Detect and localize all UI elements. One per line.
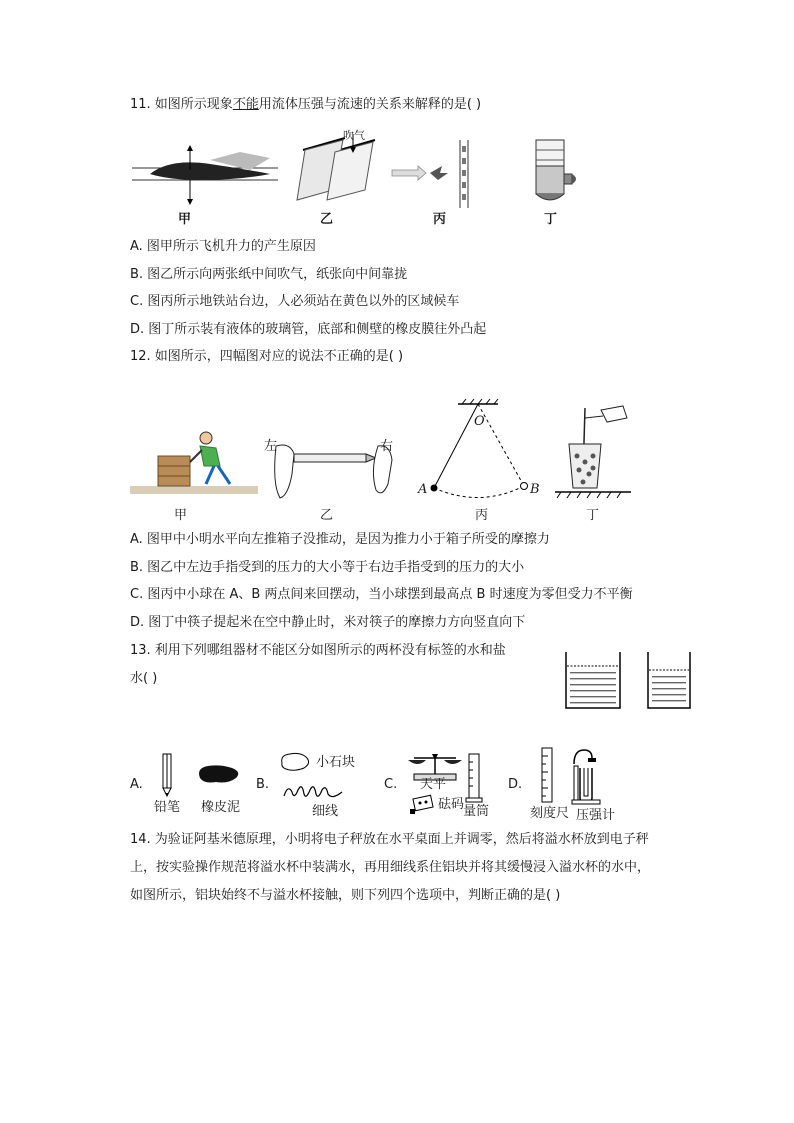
thread-icon — [282, 782, 344, 802]
q13-option-c-letter: C. — [384, 777, 398, 792]
q11-fig-wing — [130, 140, 280, 210]
q12-point-a — [418, 482, 427, 498]
pressure-gauge-icon — [566, 744, 606, 806]
q12-fig-label-ding: 丁 — [586, 508, 600, 523]
q13-option-d-letter: D. — [508, 777, 523, 792]
q12-point-b — [530, 482, 540, 498]
q12-option-a: A. 图甲中小明水平向左推箱子没推动，是因为推力小于箱子所受的摩擦力 — [130, 532, 550, 547]
q12-point-o-text: O — [474, 414, 485, 429]
q11-fig-label-jia: 甲 — [178, 212, 192, 227]
q12-fig-label-bing: 丙 — [475, 508, 489, 523]
q13-fig-two-beakers — [562, 650, 694, 712]
q13-label-weights: 砝码 — [438, 797, 465, 812]
q11-stem-underline: 不能 — [232, 97, 259, 112]
q12-option-d: D. 图丁中筷子提起米在空中静止时，米对筷子的摩擦力方向竖直向下 — [130, 615, 526, 630]
q13-label-gauge: 压强计 — [576, 808, 616, 823]
q12-option-b: B. 图乙中左边手指受到的压力的大小等于右边手指受到的压力的大小 — [130, 560, 525, 575]
q13-stem-line1: 13. 利用下列哪组器材不能区分如图所示的两杯没有标签的水和盐 — [130, 643, 506, 658]
q11-fig-label-ding: 丁 — [544, 212, 558, 227]
q11-fig-label-bing: 丙 — [433, 212, 447, 227]
graduated-cylinder-icon — [466, 752, 482, 804]
q14-line1: 14. 为验证阿基米德原理，小明将电子秤放在水平桌面上并调零，然后将溢水杯放到电子秤 — [130, 832, 649, 847]
q12-point-o — [474, 414, 485, 430]
q11-fig-papers — [295, 130, 385, 210]
clay-icon — [196, 762, 240, 786]
q13-label-thread: 细线 — [312, 804, 339, 819]
q11-option-c: C. 图丙所示地铁站台边，人必须站在黄色以外的区域候车 — [130, 294, 460, 309]
q14-line2: 上，按实验操作规范将溢水杯中装满水，再用细线系住铝块并将其缓慢浸入溢水杯的水中， — [130, 860, 651, 875]
q12-right-label: 右 — [380, 439, 394, 454]
stone-icon — [278, 751, 312, 773]
q12-fig-chopsticks-rice — [555, 404, 631, 500]
q13-label-balance: 天平 — [420, 777, 447, 792]
q13-label-stone: 小石块 — [316, 755, 356, 770]
q13-label-clay: 橡皮泥 — [201, 800, 241, 815]
q12-left-label: 左 — [264, 439, 278, 454]
q13-label-ruler: 刻度尺 — [530, 806, 570, 821]
q12-stem: 12. 如图所示，四幅图对应的说法不正确的是( ) — [130, 349, 404, 364]
q13-stem-line2: 水( ) — [130, 671, 158, 686]
q12-fig-label-jia: 甲 — [174, 508, 188, 523]
q11-fig-label-yi: 乙 — [320, 212, 334, 227]
ruler-icon — [540, 746, 554, 804]
q11-stem-prefix: 11. 如图所示现象 — [130, 97, 233, 112]
q11-option-b: B. 图乙所示向两张纸中间吹气，纸张向中间靠拢 — [130, 267, 408, 282]
q12-point-b-text: B — [530, 482, 540, 497]
q11-option-d: D. 图丁所示装有液体的玻璃管，底部和侧壁的橡皮膜往外凸起 — [130, 322, 487, 337]
q11-option-a: A. 图甲所示飞机升力的产生原因 — [130, 239, 316, 254]
q11-fig-platform — [390, 138, 490, 210]
q12-fig-label-yi: 乙 — [320, 508, 334, 523]
q12-option-c: C. 图丙中小球在 A、B 两点间来回摆动，当小球摆到最高点 B 时速度为零但受力不平衡 — [130, 587, 633, 602]
q13-option-b-letter: B. — [256, 777, 270, 792]
pencil-icon — [160, 752, 174, 798]
q12-point-a-text: A — [418, 482, 428, 497]
q11-stem-suffix: 用流体压强与流速的关系来解释的是( ) — [258, 97, 482, 112]
q13-label-cylinder: 量筒 — [463, 804, 490, 819]
q14-line3: 如图所示，铝块始终不与溢水杯接触，则下列四个选项中，判断正确的是( ) — [130, 888, 561, 903]
q11-fig-tube — [530, 136, 590, 210]
weights-box-icon — [408, 795, 436, 815]
q13-option-a-letter: A. — [130, 777, 143, 792]
q13-label-pencil: 铅笔 — [154, 800, 181, 815]
q11-blow-label: 吹气 — [343, 129, 365, 142]
q12-fig-push-box — [130, 418, 260, 498]
q11-stem — [130, 96, 481, 114]
